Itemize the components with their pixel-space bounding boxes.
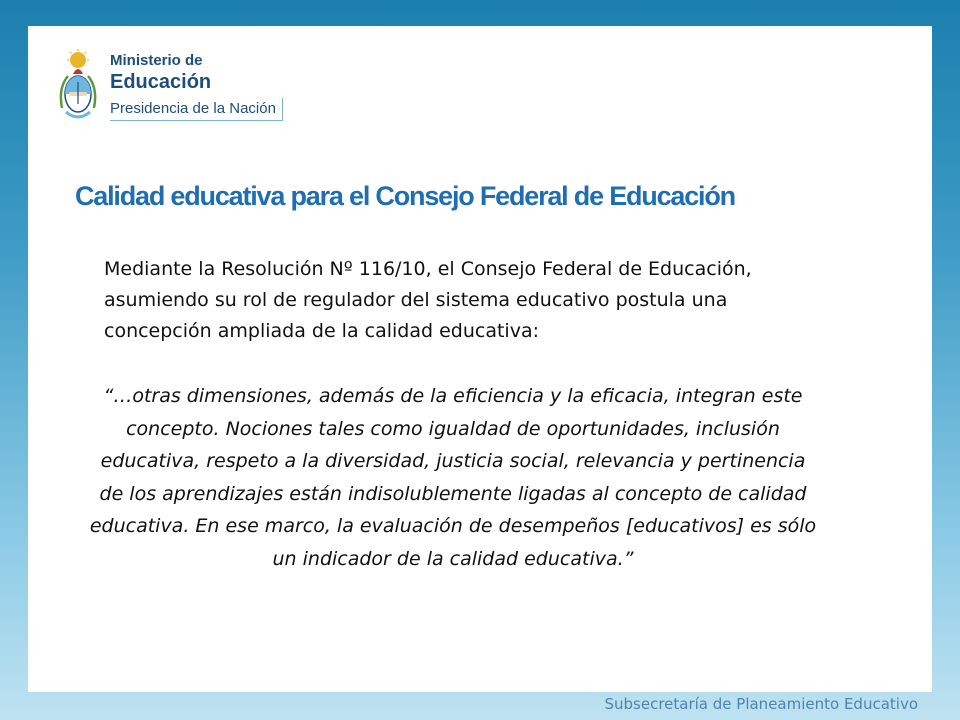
ministry-logo bbox=[58, 48, 318, 148]
quote-paragraph: “…otras dimensiones, además de la eficiencia y la eficacia, integran este concepto. Nociones tales como igualdad de oportunidades, inclusión educativa, respeto a la diversidad, justicia social, relevancia y pertinencia de los aprendizajes están indisolublemente ligadas al concepto de calidad educativa. En ese marco, la evaluación de desempeños [educativos] es sólo un indicador de la calidad educativa.” bbox=[89, 385, 817, 570]
logo-education-label: Educación bbox=[110, 71, 212, 93]
coat-of-arms-icon bbox=[58, 48, 98, 128]
slide-panel bbox=[28, 26, 932, 692]
intro-paragraph: Mediante la Resolución Nº 116/10, el Consejo Federal de Educación, asumiendo su rol de regulador del sistema educativo postula una concepción ampliada de la calidad educativa: bbox=[104, 258, 752, 342]
logo-text bbox=[110, 52, 283, 121]
footer-text: Subsecretaría de Planeamiento Educativo bbox=[604, 695, 918, 713]
logo-presidency-label: Presidencia de la Nación bbox=[110, 98, 283, 121]
logo-ministry-label: Ministerio de bbox=[110, 52, 203, 69]
slide-title: Calidad educativa para el Consejo Federal de Educación bbox=[75, 181, 735, 211]
